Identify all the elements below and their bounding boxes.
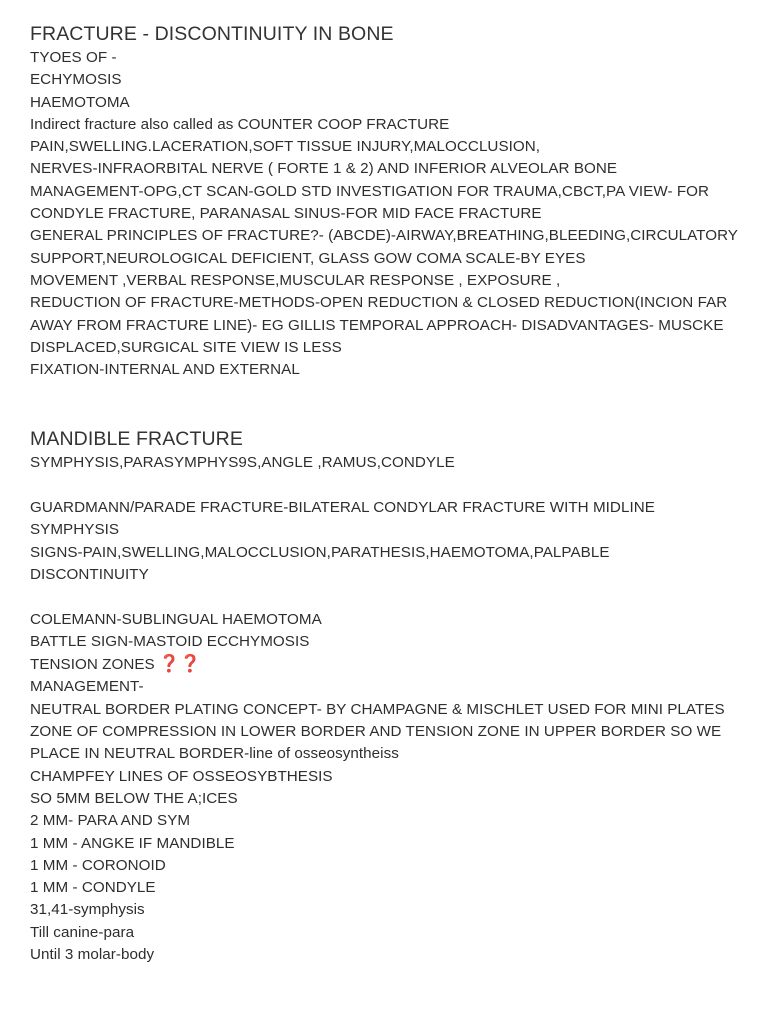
- blank-line: [30, 475, 748, 497]
- note-line: Until 3 molar-body: [30, 945, 155, 963]
- section-spacer: [30, 381, 748, 426]
- note-line: TYOES OF -: [30, 49, 117, 66]
- section-title-mandible: MANDIBLE FRACTURE: [30, 428, 243, 451]
- note-line: Till canine-para: [30, 923, 135, 941]
- tension-zones-text: TENSION ZONES: [30, 656, 155, 674]
- note-line: PAIN,SWELLING.LACERATION,SOFT TISSUE INJURY,MALOCCLUSION,: [30, 138, 541, 156]
- note-line: 1 MM - CONDYLE: [30, 879, 156, 897]
- note-line: FIXATION-INTERNAL AND EXTERNAL: [30, 361, 300, 379]
- note-line: NERVES-INFRAORBITAL NERVE ( FORTE 1 & 2) AND INFERIOR ALVEOLAR BONE: [30, 160, 618, 178]
- note-line: MOVEMENT ,VERBAL RESPONSE,MUSCULAR RESPONSE , EXPOSURE ,: [30, 271, 561, 289]
- note-line: NEUTRAL BORDER PLATING CONCEPT- BY CHAMPAGNE & MISCHLET USED FOR MINI PLATES: [30, 700, 725, 718]
- note-line: PLACE IN NEUTRAL BORDER-line of osseosyntheiss: [30, 745, 399, 763]
- note-line: 1 MM - CORONOID: [30, 856, 166, 874]
- note-line: CHAMPFEY LINES OF OSSEOSYBTHESIS: [30, 767, 333, 785]
- note-line: GUARDMANN/PARADE FRACTURE-BILATERAL CONDYLAR FRACTURE WITH MIDLINE: [30, 499, 655, 517]
- note-line: AWAY FROM FRACTURE LINE)- EG GILLIS TEMPORAL APPROACH- DISADVANTAGES- MUSCKE: [30, 316, 724, 334]
- note-line: SUPPORT,NEUROLOGICAL DEFICIENT, GLASS GOW COMA SCALE-BY EYES: [30, 249, 586, 267]
- note-line: MANAGEMENT-OPG,CT SCAN-GOLD STD INVESTIGATION FOR TRAUMA,CBCT,PA VIEW- FOR: [30, 182, 710, 200]
- note-line: COLEMANN-SUBLINGUAL HAEMOTOMA: [30, 610, 322, 628]
- mandible-notes: [30, 452, 748, 966]
- note-line: SYMPHYSIS,PARASYMPHYS9S,ANGLE ,RAMUS,CONDYLE: [30, 454, 455, 472]
- note-line: SYMPHYSIS: [30, 521, 120, 539]
- section-title-fracture: FRACTURE - DISCONTINUITY IN BONE: [30, 23, 394, 45]
- note-line: 1 MM - ANGKE IF MANDIBLE: [30, 834, 235, 852]
- note-line: ECHYMOSIS: [30, 71, 122, 89]
- note-line: GENERAL PRINCIPLES OF FRACTURE?- (ABCDE)-AIRWAY,BREATHING,BLEEDING,CIRCULATORY: [30, 227, 738, 245]
- note-line: REDUCTION OF FRACTURE-METHODS-OPEN REDUCTION & CLOSED REDUCTION(INCION FAR: [30, 294, 728, 312]
- note-line: DISCONTINUITY: [30, 565, 149, 583]
- note-line: DISPLACED,SURGICAL SITE VIEW IS LESS: [30, 338, 342, 356]
- fracture-notes: [30, 47, 748, 381]
- note-line: SIGNS-PAIN,SWELLING,MALOCCLUSION,PARATHESIS,HAEMOTOMA,PALPABLE: [30, 543, 610, 561]
- note-line: SO 5MM BELOW THE A;ICES: [30, 789, 238, 807]
- note-line: 2 MM- PARA AND SYM: [30, 812, 191, 830]
- note-line: HAEMOTOMA: [30, 93, 130, 111]
- question-mark-icon: ❓❓: [158, 654, 202, 674]
- blank-line: [30, 586, 748, 608]
- note-line: ZONE OF COMPRESSION IN LOWER BORDER AND TENSION ZONE IN UPPER BORDER SO WE: [30, 723, 722, 741]
- tension-zones-line: [30, 653, 748, 676]
- note-line: Indirect fracture also called as COUNTER COOP FRACTURE: [30, 115, 450, 133]
- note-line: MANAGEMENT-: [30, 678, 144, 696]
- note-line: CONDYLE FRACTURE, PARANASAL SINUS-FOR MID FACE FRACTURE: [30, 205, 542, 223]
- note-line: BATTLE SIGN-MASTOID ECCHYMOSIS: [30, 632, 310, 650]
- note-line: 31,41-symphysis: [30, 901, 145, 919]
